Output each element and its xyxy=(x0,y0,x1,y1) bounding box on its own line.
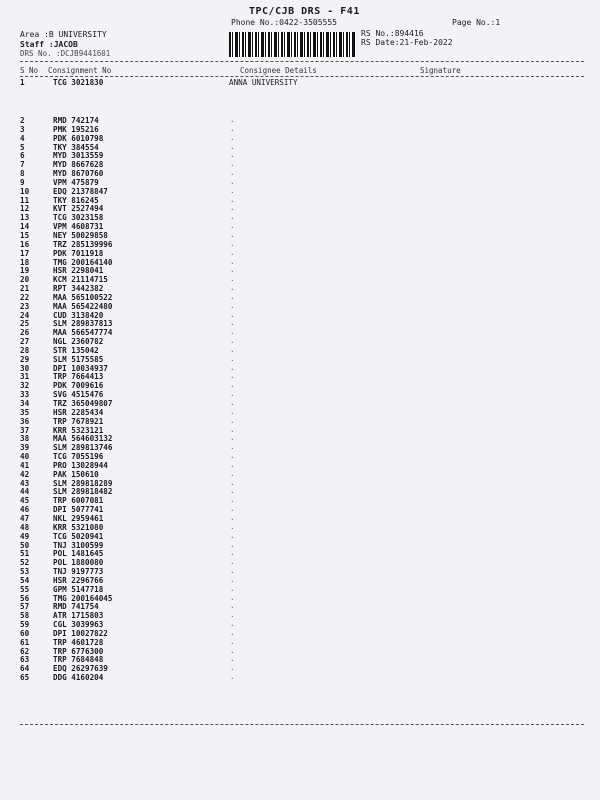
row-consignment-number: NGL 2360782 xyxy=(53,337,104,347)
table-row xyxy=(20,568,580,577)
row-serial-number: 62 xyxy=(20,646,30,656)
row-consignment-number: HSR 2298041 xyxy=(53,266,104,276)
table-row xyxy=(20,592,580,604)
row-serial-number: 50 xyxy=(20,540,30,550)
table-row xyxy=(20,141,580,153)
row-serial-number: 38 xyxy=(20,434,30,444)
table-row xyxy=(20,574,580,586)
row-serial-number: 25 xyxy=(20,319,30,329)
row-consignment-number: PAK 150610 xyxy=(53,469,99,479)
row-serial-number: 41 xyxy=(20,460,30,470)
row-consignment-number: DDG 4160204 xyxy=(53,673,104,683)
row-consignee-placeholder: . xyxy=(230,672,235,682)
row-serial-number: 54 xyxy=(20,575,30,585)
row-consignment-number: POL 1880080 xyxy=(53,558,104,568)
row-consignment-number: RMD 742174 xyxy=(53,116,99,125)
row-consignee-placeholder: . xyxy=(230,238,235,248)
row-serial-number: 26 xyxy=(20,328,30,338)
table-row xyxy=(20,674,580,683)
row-consignee-placeholder: . xyxy=(230,159,235,169)
column-header-consignee: Consignee Details xyxy=(240,66,317,75)
table-row xyxy=(20,521,580,533)
row-consignee-placeholder: . xyxy=(230,415,235,425)
row-serial-number: 53 xyxy=(20,567,30,577)
row-serial-number: 46 xyxy=(20,505,30,515)
row-consignment-number: TRP 4601728 xyxy=(53,637,104,647)
row-serial-number: 33 xyxy=(20,390,30,400)
row-serial-number: 51 xyxy=(20,549,30,559)
phone-number: Phone No.:0422-3505555 xyxy=(231,18,337,27)
row-serial-number: 58 xyxy=(20,611,30,621)
table-row xyxy=(20,79,580,117)
table-row xyxy=(20,117,580,126)
table-row xyxy=(20,152,580,161)
row-serial-number: 1 xyxy=(20,78,25,87)
row-consignment-number: SVG 4515476 xyxy=(53,390,104,400)
row-consignee-placeholder: . xyxy=(230,203,235,213)
table-row xyxy=(20,214,580,223)
table-row xyxy=(20,636,580,648)
row-serial-number: 12 xyxy=(20,204,30,214)
row-serial-number: 63 xyxy=(20,655,30,665)
row-consignment-number: RMD 741754 xyxy=(53,602,99,612)
table-row xyxy=(20,256,580,268)
row-consignee-placeholder: . xyxy=(230,636,235,646)
row-consignment-number: TRP 7684848 xyxy=(53,655,104,665)
row-consignee-placeholder: . xyxy=(230,406,235,416)
row-consignee-placeholder: . xyxy=(230,619,235,629)
row-consignee-placeholder: . xyxy=(230,433,235,443)
row-consignee-placeholder: . xyxy=(230,283,235,293)
rs-date: RS Date:21-Feb-2022 xyxy=(361,38,453,47)
row-serial-number: 14 xyxy=(20,222,30,232)
row-consignee-placeholder: . xyxy=(230,115,235,124)
row-consignment-number: TNJ 9197773 xyxy=(53,567,104,577)
table-row xyxy=(20,459,580,471)
row-serial-number: 59 xyxy=(20,620,30,630)
row-serial-number: 13 xyxy=(20,213,30,223)
row-consignment-number: MYD 8667628 xyxy=(53,160,104,170)
row-consignment-number: VPM 4608731 xyxy=(53,222,104,232)
row-consignment-number: TRZ 285139996 xyxy=(53,239,113,249)
row-serial-number: 47 xyxy=(20,513,30,523)
table-row xyxy=(20,123,580,135)
row-consignee-placeholder: . xyxy=(230,592,235,602)
row-serial-number: 56 xyxy=(20,593,30,603)
row-consignee-placeholder: . xyxy=(230,548,235,558)
row-consignee-placeholder: . xyxy=(230,663,235,673)
row-serial-number: 40 xyxy=(20,452,30,462)
row-consignee-placeholder: . xyxy=(230,176,235,186)
row-consignee-placeholder: . xyxy=(230,300,235,310)
row-serial-number: 37 xyxy=(20,425,30,435)
row-consignment-number: CUD 3138420 xyxy=(53,310,104,320)
row-consignment-number: TCG 7055196 xyxy=(53,452,104,462)
row-serial-number: 2 xyxy=(20,116,25,125)
row-consignee-placeholder: . xyxy=(230,459,235,469)
table-row xyxy=(20,530,580,542)
row-consignee-placeholder: . xyxy=(230,601,235,611)
row-consignment-number: TMG 200164045 xyxy=(53,593,113,603)
table-row xyxy=(20,665,580,674)
row-serial-number: 64 xyxy=(20,664,30,674)
table-row xyxy=(20,276,580,285)
row-consignee-placeholder: . xyxy=(230,141,235,151)
table-row xyxy=(20,400,580,409)
row-consignment-number: KRR 5321080 xyxy=(53,522,104,532)
row-serial-number: 17 xyxy=(20,248,30,258)
row-consignee-placeholder: . xyxy=(230,168,235,178)
row-consignee-placeholder: . xyxy=(230,495,235,505)
row-serial-number: 61 xyxy=(20,637,30,647)
row-serial-number: 36 xyxy=(20,416,30,426)
row-consignee-placeholder: . xyxy=(230,389,235,399)
row-consignee-placeholder: . xyxy=(230,486,235,496)
row-consignee-placeholder: . xyxy=(230,645,235,655)
document-title: TPC/CJB DRS - F41 xyxy=(249,6,360,17)
row-consignee-placeholder: . xyxy=(230,371,235,381)
row-consignment-number: VPM 475879 xyxy=(53,177,99,187)
row-consignment-number: KRR 5323121 xyxy=(53,425,104,435)
consignment-list xyxy=(20,79,580,683)
header-bottom-rule xyxy=(20,76,584,77)
table-row xyxy=(20,132,580,144)
table-row xyxy=(20,512,580,524)
rs-number: RS No.:894416 xyxy=(361,29,424,38)
row-consignee-placeholder: . xyxy=(230,318,235,328)
row-consignee-placeholder: . xyxy=(230,309,235,319)
row-consignment-number: CGL 3039963 xyxy=(53,620,104,630)
column-header-consignment: Consignment No xyxy=(48,66,112,75)
row-serial-number: 21 xyxy=(20,284,30,294)
row-consignment-number: DPI 10034937 xyxy=(53,363,108,373)
row-serial-number: 3 xyxy=(20,124,25,134)
row-consignment-number: TRP 6776300 xyxy=(53,646,104,656)
barcode-image xyxy=(229,32,355,57)
row-consignment-number: POL 1481645 xyxy=(53,549,104,559)
row-serial-number: 19 xyxy=(20,266,30,276)
row-consignment-number: MYD 8670760 xyxy=(53,169,104,179)
row-serial-number: 28 xyxy=(20,345,30,355)
table-row xyxy=(20,161,580,170)
row-consignment-number: TCG 5020941 xyxy=(53,531,104,541)
row-consignment-number: SLM 289818482 xyxy=(53,487,113,497)
header-top-rule xyxy=(20,61,584,62)
area-label: Area :B UNIVERSITY xyxy=(20,30,107,39)
row-consignment-number: TRP 7664413 xyxy=(53,372,104,382)
row-consignment-number: SLM 289818289 xyxy=(53,478,113,488)
table-row xyxy=(20,382,580,391)
row-consignee-placeholder: . xyxy=(230,539,235,549)
table-row xyxy=(20,338,580,347)
list-end-rule xyxy=(20,724,584,725)
row-consignment-number: TKY 816245 xyxy=(53,195,99,205)
row-consignee-placeholder: . xyxy=(230,468,235,478)
row-consignment-number: TRP 7678921 xyxy=(53,416,104,426)
row-serial-number: 29 xyxy=(20,354,30,364)
table-row xyxy=(20,329,580,338)
row-consignment-number: PDK 7009616 xyxy=(53,381,104,391)
row-serial-number: 20 xyxy=(20,275,30,285)
table-row xyxy=(20,344,580,356)
row-serial-number: 16 xyxy=(20,239,30,249)
page-number: Page No.:1 xyxy=(452,18,501,27)
table-row xyxy=(20,612,580,621)
staff-label: Staff :JACOB xyxy=(20,40,78,49)
row-serial-number: 49 xyxy=(20,531,30,541)
row-consignee-placeholder: . xyxy=(230,336,235,346)
table-row xyxy=(20,506,580,515)
table-row xyxy=(20,645,580,657)
row-consignment-number: SLM 5175585 xyxy=(53,354,104,364)
row-serial-number: 6 xyxy=(20,151,25,161)
row-consignee-placeholder: . xyxy=(230,362,235,372)
row-consignment-number: PDK 6010798 xyxy=(53,133,104,143)
row-serial-number: 57 xyxy=(20,602,30,612)
table-row xyxy=(20,488,580,497)
row-serial-number: 5 xyxy=(20,142,25,152)
table-row xyxy=(20,170,580,179)
table-row xyxy=(20,205,580,214)
row-consignment-number: GPM 5147718 xyxy=(53,584,104,594)
row-consignment-number: HSR 2296766 xyxy=(53,575,104,585)
row-serial-number: 9 xyxy=(20,177,25,187)
row-consignee-placeholder: . xyxy=(230,566,235,576)
row-consignment-number: PDK 7011918 xyxy=(53,248,104,258)
row-serial-number: 34 xyxy=(20,399,30,408)
row-serial-number: 27 xyxy=(20,337,30,347)
row-consignee-placeholder: . xyxy=(230,194,235,204)
table-row xyxy=(20,627,580,639)
row-consignee-placeholder: . xyxy=(230,274,235,284)
row-consignee-placeholder: . xyxy=(230,442,235,452)
row-consignee-placeholder: . xyxy=(230,477,235,487)
row-consignee-placeholder: . xyxy=(230,327,235,337)
row-serial-number: 15 xyxy=(20,230,30,240)
row-consignee-placeholder: . xyxy=(230,353,235,363)
row-serial-number: 10 xyxy=(20,186,30,196)
row-consignment-number: EDQ 21378847 xyxy=(53,186,108,196)
table-row xyxy=(20,497,580,506)
row-consignment-number: PRO 13028944 xyxy=(53,460,108,470)
row-consignment-number: TNJ 3100599 xyxy=(53,540,104,550)
row-consignment-number: NEY 50029858 xyxy=(53,230,108,240)
row-consignee-placeholder: . xyxy=(230,557,235,567)
row-consignee-placeholder: . xyxy=(230,150,235,160)
row-consignee-placeholder: . xyxy=(230,256,235,266)
row-consignment-number: TCG 3021830 xyxy=(53,78,104,87)
table-row xyxy=(20,300,580,312)
row-consignment-number: MAA 565422480 xyxy=(53,301,113,311)
table-row xyxy=(20,238,580,250)
row-consignee-placeholder: . xyxy=(230,185,235,195)
row-consignee-placeholder: . xyxy=(230,627,235,637)
row-consignee-placeholder: . xyxy=(230,504,235,514)
table-row xyxy=(20,559,580,568)
row-serial-number: 42 xyxy=(20,469,30,479)
row-consignee-placeholder: . xyxy=(230,123,235,133)
row-consignment-number: MAA 565100522 xyxy=(53,292,113,302)
row-serial-number: 24 xyxy=(20,310,30,320)
table-row xyxy=(20,373,580,382)
row-serial-number: 18 xyxy=(20,257,30,267)
drs-number: DRS No. :DCJB9441601 xyxy=(20,49,111,58)
row-consignment-number: TRZ 365049807 xyxy=(53,399,113,408)
row-consignment-number: KCM 21114715 xyxy=(53,275,108,285)
row-consignment-number: MYD 3013559 xyxy=(53,151,104,161)
row-serial-number: 30 xyxy=(20,363,30,373)
row-consignee-placeholder: . xyxy=(230,229,235,239)
row-consignment-number: NKL 2959461 xyxy=(53,513,104,523)
row-serial-number: 11 xyxy=(20,195,30,205)
row-serial-number: 43 xyxy=(20,478,30,488)
row-serial-number: 22 xyxy=(20,292,30,302)
row-consignment-number: RPT 3442382 xyxy=(53,284,104,294)
row-consignee-placeholder: . xyxy=(230,574,235,584)
row-consignee-placeholder: . xyxy=(230,265,235,275)
table-row xyxy=(20,406,580,418)
row-serial-number: 48 xyxy=(20,522,30,532)
row-consignment-number: KVT 2527494 xyxy=(53,204,104,214)
table-row xyxy=(20,194,580,206)
row-consignment-number: TMG 200164140 xyxy=(53,257,113,267)
row-serial-number: 39 xyxy=(20,443,30,453)
row-consignee-placeholder: . xyxy=(230,344,235,354)
row-serial-number: 35 xyxy=(20,407,30,417)
table-row xyxy=(20,550,580,559)
row-serial-number: 8 xyxy=(20,169,25,179)
row-consignee-placeholder: . xyxy=(230,512,235,522)
row-consignment-number: TRP 6007081 xyxy=(53,496,104,506)
row-consignment-number: DPI 10027822 xyxy=(53,628,108,638)
row-serial-number: 7 xyxy=(20,160,25,170)
table-row xyxy=(20,603,580,612)
table-row xyxy=(20,185,580,197)
row-consignment-number: MAA 564603132 xyxy=(53,434,113,444)
row-serial-number: 60 xyxy=(20,628,30,638)
table-row xyxy=(20,539,580,551)
row-serial-number: 23 xyxy=(20,301,30,311)
row-serial-number: 45 xyxy=(20,496,30,506)
row-serial-number: 31 xyxy=(20,372,30,382)
table-row xyxy=(20,362,580,374)
row-consignment-number: ATR 1715803 xyxy=(53,611,104,621)
row-consignee-placeholder: . xyxy=(230,398,235,407)
row-serial-number: 32 xyxy=(20,381,30,391)
row-consignee-placeholder: . xyxy=(230,247,235,257)
row-consignment-number: SLM 289813746 xyxy=(53,443,113,453)
row-consignee-placeholder: . xyxy=(230,451,235,461)
column-header-signature: Signature xyxy=(420,66,461,75)
row-consignee-placeholder: . xyxy=(230,610,235,620)
row-consignee-placeholder: . xyxy=(230,521,235,531)
table-row xyxy=(20,444,580,453)
row-consignment-number: DPI 5077741 xyxy=(53,505,104,515)
row-consignee-placeholder: . xyxy=(230,291,235,301)
row-consignee-details: ANNA UNIVERSITY xyxy=(229,78,298,87)
row-consignment-number: TKY 384554 xyxy=(53,142,99,152)
row-consignment-number: STR 135042 xyxy=(53,345,99,355)
row-consignee-placeholder: . xyxy=(230,583,235,593)
table-row xyxy=(20,415,580,427)
row-consignee-placeholder: . xyxy=(230,132,235,142)
row-consignee-placeholder: . xyxy=(230,530,235,540)
column-header-sno: S No xyxy=(20,66,39,75)
row-consignee-placeholder: . xyxy=(230,424,235,434)
row-serial-number: 65 xyxy=(20,673,30,683)
row-serial-number: 4 xyxy=(20,133,25,143)
row-serial-number: 44 xyxy=(20,487,30,497)
row-consignment-number: EDQ 26297639 xyxy=(53,664,108,674)
row-consignee-placeholder: . xyxy=(230,221,235,231)
row-consignee-placeholder: . xyxy=(230,654,235,664)
row-consignee-placeholder: . xyxy=(230,380,235,390)
row-serial-number: 55 xyxy=(20,584,30,594)
row-serial-number: 52 xyxy=(20,558,30,568)
row-consignee-placeholder: . xyxy=(230,212,235,222)
row-consignment-number: HSR 2285434 xyxy=(53,407,104,417)
row-consignment-number: TCG 3023158 xyxy=(53,213,104,223)
row-consignment-number: PMK 195216 xyxy=(53,124,99,134)
row-consignment-number: SLM 289837813 xyxy=(53,319,113,329)
row-consignment-number: MAA 566547774 xyxy=(53,328,113,338)
